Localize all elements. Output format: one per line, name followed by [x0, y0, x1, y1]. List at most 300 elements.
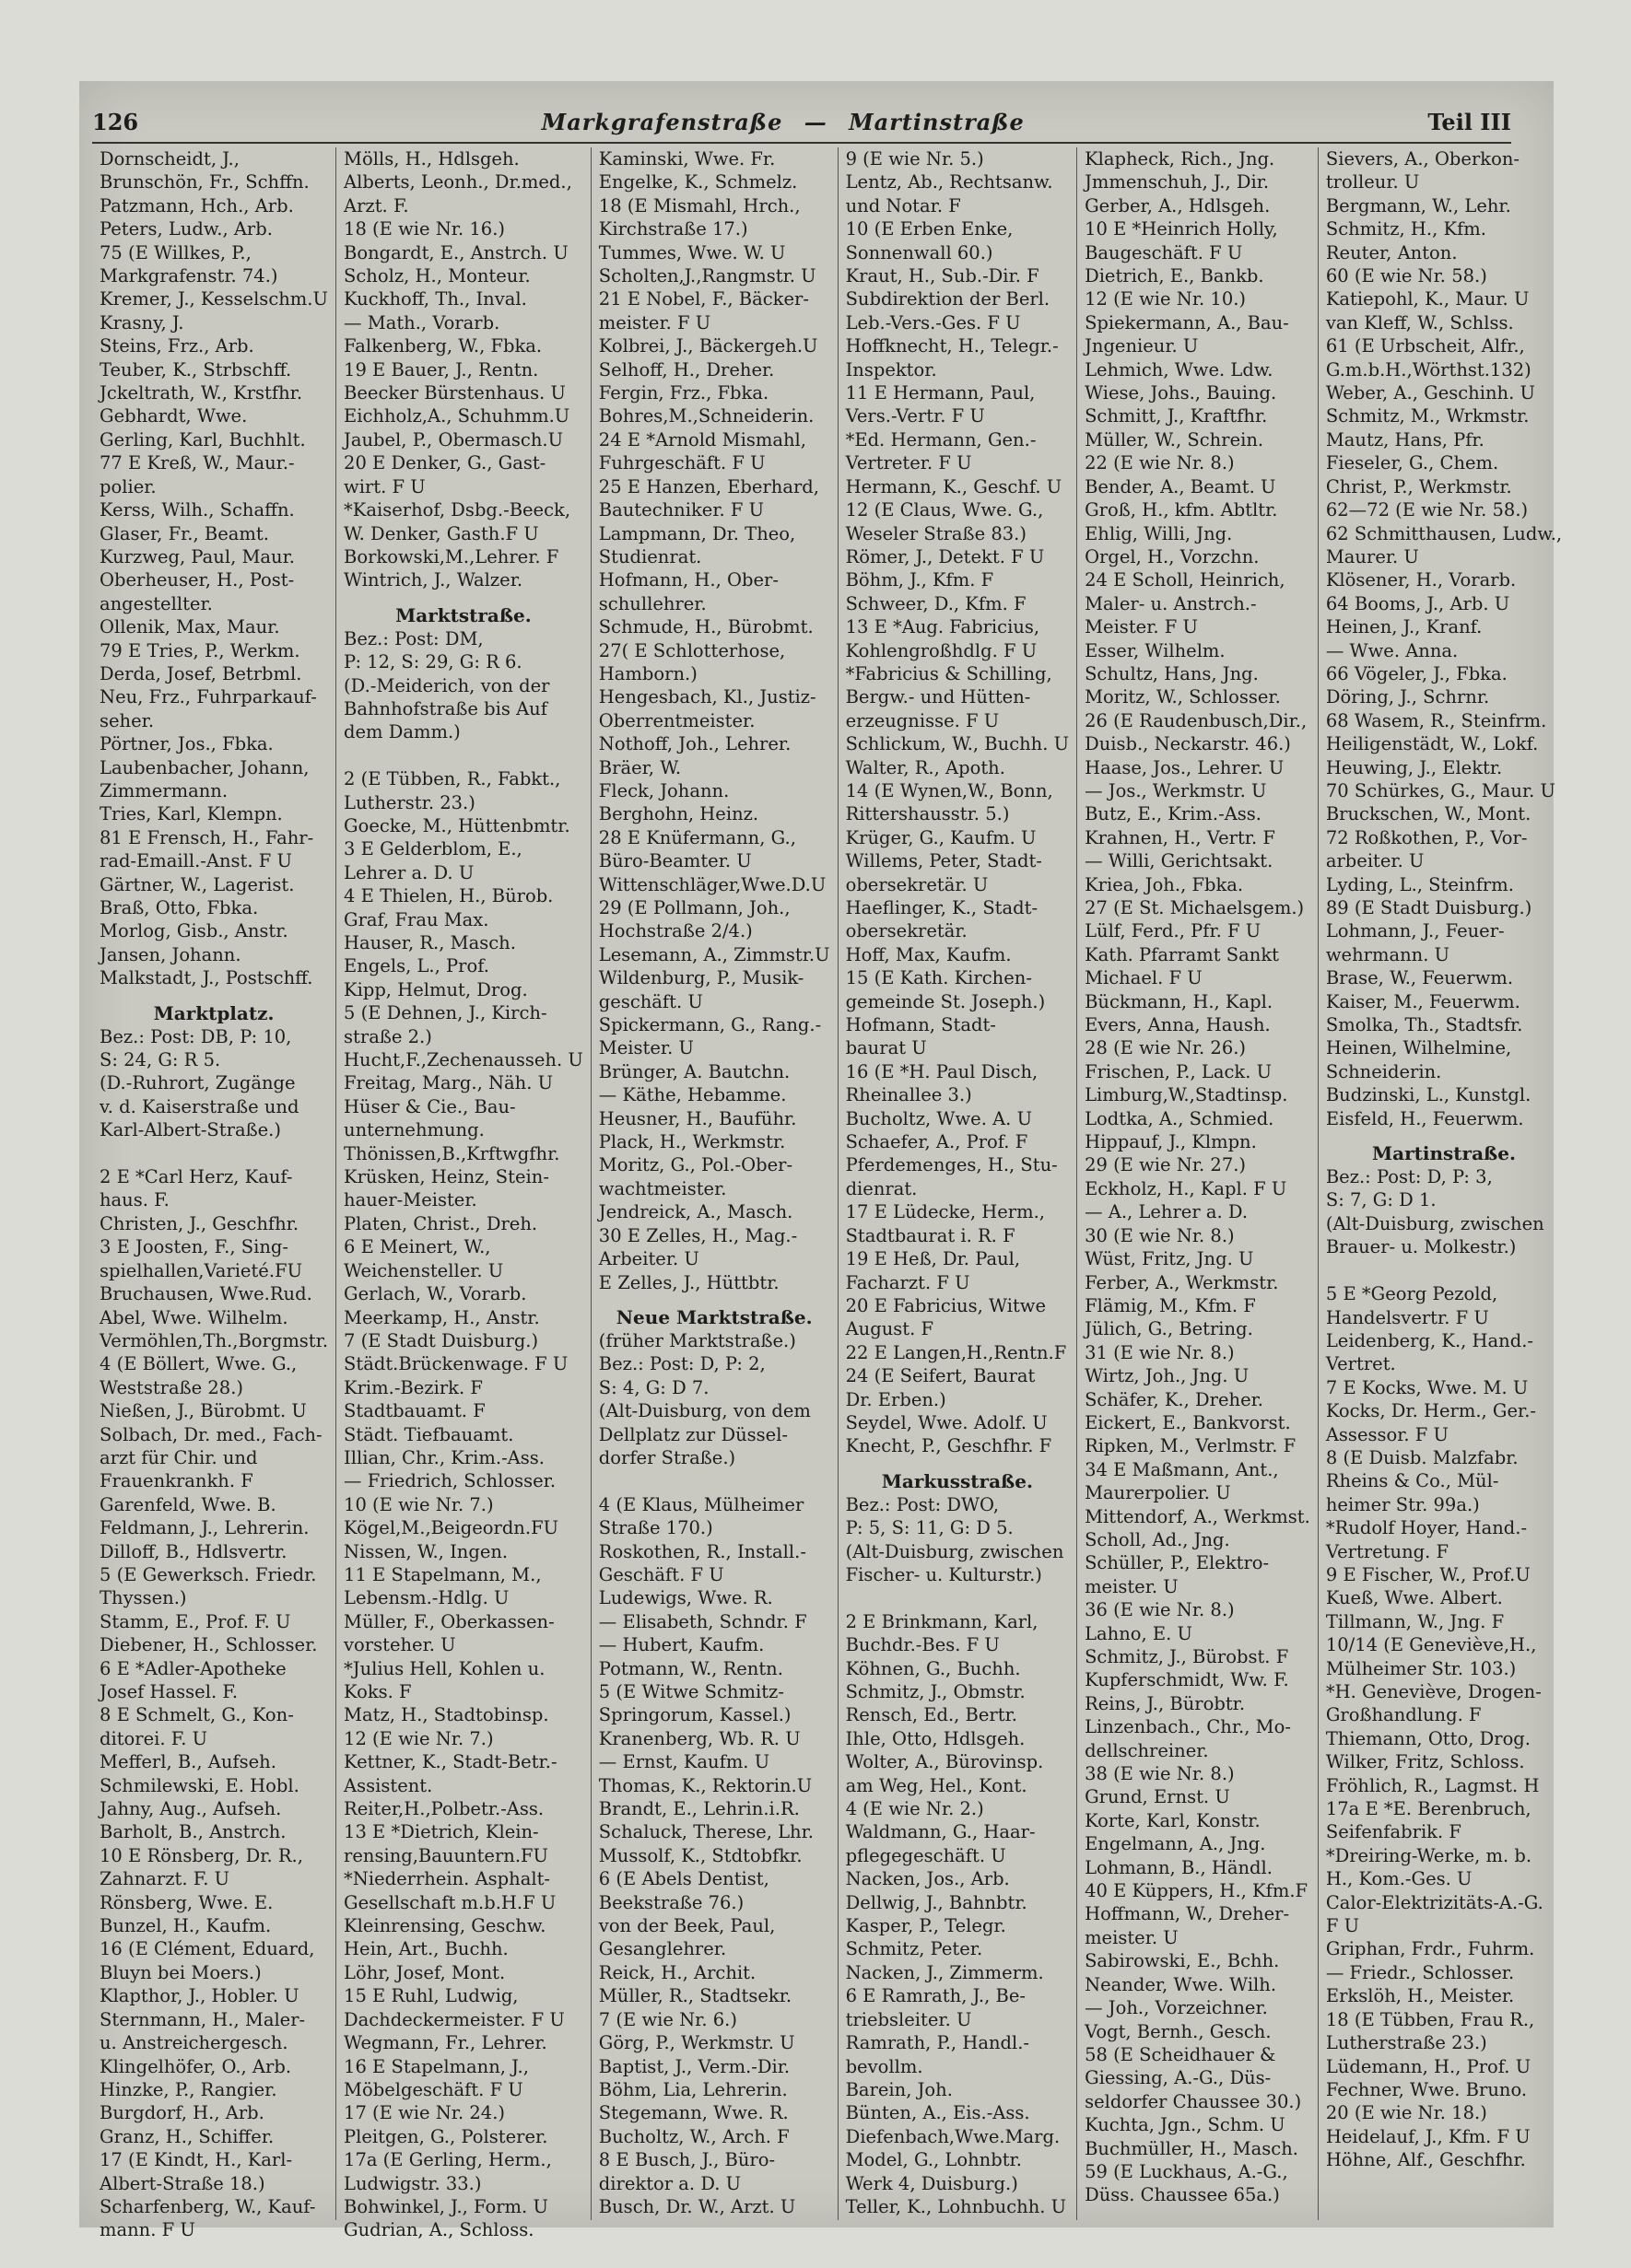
directory-entry-line: Kranenberg, Wb. R. U — [598, 1727, 801, 1749]
directory-entry-line: Frischen, P., Lack. U — [1085, 1060, 1273, 1082]
directory-entry-line: 30 (E wie Nr. 8.) — [1085, 1224, 1235, 1246]
directory-entry-line: Heiligenstädt, W., Lokf. — [1325, 733, 1539, 755]
directory-entry-line: 13 E *Dietrich, Klein- — [344, 1821, 539, 1843]
directory-entry-line: 19 E Heß, Dr. Paul, — [845, 1248, 1021, 1270]
directory-entry-line: Kuchta, Jgn., Schm. U — [1085, 2114, 1285, 2136]
directory-entry-line: Inspektor. — [845, 358, 937, 380]
directory-entry-line: Schüller, P., Elektro- — [1085, 1552, 1270, 1574]
directory-entry-line: Graf, Frau Max. — [344, 908, 489, 930]
directory-entry-line: 2 (E Tübben, R., Fabkt., — [344, 768, 561, 790]
directory-entry-line: Selhoff, H., Dreher. — [598, 358, 775, 380]
directory-entry-line: Kaiser, M., Feuerwm. — [1325, 990, 1520, 1012]
directory-entry-line: Fischer- u. Kulturstr.) — [845, 1563, 1042, 1585]
directory-entry-line: Zimmermann. — [100, 779, 229, 801]
directory-entry-line — [846, 1586, 1069, 1609]
directory-entry-line: Kueß, Wwe. Albert. — [1325, 1587, 1503, 1609]
directory-entry-line: Moritz, G., Pol.-Ober- — [598, 1154, 793, 1176]
directory-entry-line: 5 (E Dehnen, J., Kirch- — [344, 1002, 547, 1024]
directory-entry-line: Tummes, Wwe. W. U — [598, 241, 786, 263]
directory-entry-line: Nissen, W., Ingen. — [344, 1540, 509, 1562]
directory-entry-line: Sternmann, H., Maler- — [100, 2008, 306, 2030]
directory-entry-line: Meister. U — [598, 1037, 694, 1059]
directory-entry-line: Städt. Tiefbauamt. — [344, 1423, 514, 1445]
directory-entry-line: Brunschön, Fr., Schffn. — [100, 171, 310, 193]
directory-entry-line: Schmitz, J., Bürobst. F — [1085, 1646, 1289, 1667]
directory-entry-line: E Zelles, J., Hüttbtr. — [598, 1271, 780, 1293]
directory-entry-line: Köhnen, G., Buchh. — [845, 1657, 1021, 1679]
directory-entry-line: (D.-Meiderich, von der — [344, 674, 550, 696]
directory-entry-line: Dr. Erben.) — [845, 1388, 946, 1410]
directory-entry-line: 62—72 (E wie Nr. 58.) — [1325, 499, 1529, 521]
directory-entry-line: 89 (E Stadt Duisburg.) — [1325, 897, 1532, 918]
directory-entry-line: wehrmann. U — [1325, 943, 1450, 965]
directory-entry-line: 25 E Hanzen, Eberhard, — [598, 475, 819, 497]
directory-entry-line: Orgel, H., Vorzchn. — [1085, 545, 1260, 567]
directory-entry-line: Ludwigstr. 33.) — [344, 2172, 482, 2194]
directory-entry-line: 20 (E wie Nr. 18.) — [1325, 2102, 1487, 2124]
directory-entry-line: Lülf, Ferd., Pfr. F U — [1085, 920, 1261, 942]
directory-entry-line: Plack, H., Werkmstr. — [598, 1131, 786, 1153]
directory-entry-line: Hoffknecht, H., Telegr.- — [845, 335, 1059, 357]
directory-entry-line: — Hubert, Kaufm. — [598, 1634, 765, 1656]
directory-entry-line: Stadtbaurat i. R. F — [845, 1224, 1015, 1246]
directory-entry-line: Bongardt, E., Anstrch. U — [344, 241, 569, 263]
directory-entry-line: (D.-Ruhrort, Zugänge — [100, 1072, 296, 1094]
directory-entry-line: Lampmann, Dr. Theo, — [598, 522, 796, 544]
directory-entry-line: bevollm. — [845, 2055, 923, 2077]
directory-column — [592, 147, 839, 2220]
directory-entry-line: Handelsvertr. F U — [1325, 1306, 1489, 1328]
directory-entry-line: Hamborn.) — [598, 662, 698, 684]
directory-entry-line: Albert-Straße 18.) — [100, 2172, 265, 2194]
directory-entry-line: 30 E Zelles, H., Mag.- — [598, 1224, 798, 1246]
directory-entry-line: Schmude, H., Bürobmt. — [598, 616, 814, 638]
directory-entry-line: — Math., Vorarb. — [344, 311, 500, 333]
directory-entry-line: Dornscheidt, J., — [100, 148, 240, 170]
directory-entry-line: von der Beek, Paul, — [598, 1915, 776, 1937]
directory-entry-line: Vertret. — [1325, 1353, 1396, 1375]
directory-entry-line: Bez.: Post: DWO, — [845, 1493, 1000, 1515]
directory-entry-line: *H. Geneviève, Drogen- — [1325, 1681, 1542, 1702]
directory-entry-line: P: 5, S: 11, G: D 5. — [845, 1517, 1014, 1539]
street-heading: Martinstraße. — [1372, 1142, 1516, 1165]
directory-entry-line: 40 E Küppers, H., Kfm.F — [1085, 1880, 1308, 1902]
directory-entry-line: Bez.: Post: DM, — [344, 627, 484, 649]
directory-entry-line: Fuhrgeschäft. F U — [598, 452, 766, 474]
directory-entry-line: Schmitt, J., Kraftfhr. — [1085, 405, 1268, 427]
street-heading: Marktplatz. — [153, 1001, 275, 1024]
directory-entry-line: — A., Lehrer a. D. — [1085, 1201, 1249, 1223]
directory-entry-line: Löhr, Josef, Mont. — [344, 1961, 506, 1983]
directory-entry-line: Busch, Dr. W., Arzt. U — [598, 2195, 796, 2217]
directory-entry-line: Maler- u. Anstrch.- — [1085, 592, 1257, 614]
directory-entry-line: S: 24, G: R 5. — [100, 1049, 221, 1071]
directory-entry-line: — Ernst, Kaufm. U — [598, 1751, 770, 1773]
directory-entry-line: Meerkamp, H., Anstr. — [344, 1306, 540, 1328]
directory-entry-line: *Niederrhein. Asphalt- — [344, 1868, 550, 1890]
directory-entry-line: — Elisabeth, Schndr. F — [598, 1610, 807, 1632]
directory-entry-line: Bez.: Post: D, P: 3, — [1325, 1166, 1493, 1188]
directory-entry-line: (Alt-Duisburg, von dem — [598, 1400, 811, 1422]
directory-entry-line: Grund, Ernst. U — [1085, 1786, 1230, 1808]
directory-entry-line: pflegegeschäft. U — [845, 1844, 1006, 1866]
directory-entry-line: Mölls, H., Hdlsgeh. — [344, 148, 520, 170]
street-heading: Neue Marktstraße. — [616, 1305, 813, 1328]
directory-entry-line: Weststraße 28.) — [100, 1376, 244, 1398]
directory-entry-line: arbeiter. U — [1325, 850, 1425, 872]
directory-entry-line: Heusner, H., Bauführ. — [598, 1107, 797, 1129]
directory-entry-line: Knecht, P., Geschfhr. F — [845, 1435, 1052, 1457]
directory-entry-line: 22 E Langen,H.,Rentn.F — [845, 1341, 1067, 1363]
directory-entry-line: Rensch, Ed., Bertr. — [845, 1704, 1017, 1726]
directory-entry-line: Maurerpolier. U — [1085, 1482, 1231, 1504]
directory-entry-line: angestellter. — [100, 592, 213, 614]
directory-entry-line: meister. U — [1085, 1926, 1179, 1948]
directory-entry-line: Kerss, Wilh., Schaffn. — [100, 499, 295, 521]
directory-column — [336, 147, 592, 2241]
directory-entry-line: meister. U — [1085, 1575, 1179, 1597]
directory-entry-line: Engelke, K., Schmelz. — [598, 171, 798, 193]
directory-entry-line: spielhallen,Varieté.FU — [100, 1259, 303, 1281]
directory-entry-line: 17 (E wie Nr. 24.) — [344, 2102, 506, 2124]
directory-entry-line: Römer, J., Detekt. F U — [845, 545, 1045, 567]
directory-entry-line: Kögel,M.,Beigeordn.FU — [344, 1517, 559, 1539]
directory-entry-line: Hinzke, P., Rangier. — [100, 2078, 277, 2100]
directory-entry-line: Kettner, K., Stadt-Betr.- — [344, 1751, 557, 1773]
directory-entry-line: Gärtner, W., Lagerist. — [100, 873, 295, 895]
directory-entry-line: seher. — [100, 709, 155, 731]
directory-entry-line: 7 E Kocks, Wwe. M. U — [1325, 1376, 1529, 1398]
directory-entry-line: Kath. Pfarramt Sankt — [1085, 943, 1280, 965]
directory-entry-line: P: 12, S: 29, G: R 6. — [344, 651, 522, 673]
directory-entry-line: Freitag, Marg., Näh. U — [344, 1072, 554, 1094]
directory-entry-line: Zahnarzt. F. U — [100, 1868, 230, 1890]
directory-entry-line: Bräer, W. — [598, 756, 682, 778]
directory-entry-line: — Käthe, Hebamme. — [598, 1084, 787, 1106]
directory-entry-line: Kohlengroßhdlg. F U — [845, 639, 1038, 661]
directory-entry-line: vorsteher. U — [344, 1634, 456, 1656]
directory-entry-line: schullehrer. — [598, 592, 707, 614]
directory-entry-line: Hucht,F.,Zechenausseh. U — [344, 1049, 583, 1071]
directory-entry-line: Malkstadt, J., Postschff. — [100, 967, 313, 989]
directory-entry-line: Engelmann, A., Jng. — [1085, 1833, 1266, 1855]
directory-entry-line: Seydel, Wwe. Adolf. U — [845, 1411, 1048, 1433]
directory-entry-line: Eickert, E., Bankvorst. — [1085, 1411, 1291, 1433]
directory-entry-line: Mussolf, K., Stdtobfkr. — [598, 1844, 803, 1866]
directory-entry-line: Bautechniker. F U — [598, 499, 765, 521]
directory-entry-line: 66 Vögeler, J., Fbka. — [1325, 662, 1508, 684]
directory-entry-line: Derda, Josef, Betrbml. — [100, 662, 302, 684]
directory-entry-line: (früher Marktstraße.) — [598, 1329, 796, 1351]
directory-entry-line: 64 Booms, J., Arb. U — [1325, 592, 1510, 614]
directory-entry-line: 11 E Hermann, Paul, — [845, 382, 1036, 404]
directory-entry-line: Geschäft. F U — [598, 1563, 724, 1585]
directory-entry-line: 15 (E Kath. Kirchen- — [845, 967, 1032, 989]
directory-entry-line: 18 (E wie Nr. 16.) — [344, 218, 506, 240]
directory-entry-line: Fechner, Wwe. Bruno. — [1325, 2078, 1528, 2100]
running-title-separator: — — [804, 108, 827, 135]
directory-entry-line: Kolbrei, J., Bäckergeh.U — [598, 335, 818, 357]
directory-entry-line: Dilloff, B., Hdlsvertr. — [100, 1540, 287, 1562]
directory-entry-line: obersekretär. U — [845, 873, 989, 895]
directory-entry-line: Weber, A., Geschinh. U — [1325, 382, 1535, 404]
directory-entry-line: direktor a. D. U — [598, 2172, 742, 2194]
directory-entry-line: Schweer, D., Kfm. F — [845, 592, 1027, 614]
directory-entry-line: 5 E *Georg Pezold, — [1325, 1283, 1498, 1305]
directory-entry-line: Gerlach, W., Vorarb. — [344, 1283, 527, 1305]
directory-entry-line: Ehlig, Willi, Jng. — [1085, 522, 1233, 544]
directory-entry-line: Schlickum, W., Buchh. U — [845, 733, 1070, 755]
directory-entry-line: Tillmann, W., Jng. F — [1325, 1610, 1505, 1632]
directory-entry-line: hauer-Meister. — [344, 1189, 477, 1211]
directory-entry-line: 16 E Stapelmann, J., — [344, 2055, 529, 2077]
directory-entry-line: Klapheck, Rich., Jng. — [1085, 148, 1275, 170]
directory-entry-line: Straße 170.) — [598, 1517, 713, 1539]
page-number: 126 — [92, 108, 139, 135]
directory-entry-line: Gesanglehrer. — [598, 1938, 727, 1960]
part-label: Teil III — [1427, 108, 1511, 135]
directory-entry-line: Jckeltrath, W., Krstfhr. — [100, 382, 303, 404]
directory-entry-line: Vertretung. F — [1325, 1540, 1449, 1562]
directory-entry-line: meister. F U — [598, 311, 711, 333]
directory-entry-line: 31 (E wie Nr. 8.) — [1085, 1341, 1235, 1363]
directory-entry-line: 19 E Bauer, J., Rentn. — [344, 358, 539, 380]
directory-entry-line: Hofmann, H., Ober- — [598, 569, 779, 591]
directory-entry-line: dellschreiner. — [1085, 1739, 1209, 1761]
directory-entry-line: Ramrath, P., Handl.- — [845, 2032, 1030, 2054]
directory-entry-line: 17a E *E. Berenbruch, — [1325, 1798, 1531, 1820]
directory-entry-line: Lyding, L., Steinfrm. — [1325, 873, 1514, 895]
directory-entry-line: Leb.-Vers.-Ges. F U — [845, 311, 1021, 333]
directory-entry-line: obersekretär. — [845, 920, 968, 942]
directory-entry-line: Jansen, Johann. — [100, 943, 241, 965]
directory-entry-line: Facharzt. F U — [845, 1271, 970, 1293]
directory-entry-line: Waldmann, G., Haar- — [845, 1821, 1036, 1843]
directory-entry-line: Kocks, Dr. Herm., Ger.- — [1325, 1400, 1537, 1422]
directory-entry-line: 4 (E wie Nr. 2.) — [845, 1798, 984, 1820]
directory-entry-line: Morlog, Gisb., Anstr. — [100, 920, 288, 942]
directory-entry-line: Willems, Peter, Stadt- — [845, 850, 1042, 872]
directory-entry-line: Calor-Elektrizitäts-A.-G. — [1325, 1891, 1543, 1913]
directory-entry-line: Hippauf, J., Klmpn. — [1085, 1131, 1257, 1153]
directory-entry-line: 5 (E Gewerksch. Friedr. — [100, 1563, 317, 1585]
directory-entry-line: 4 (E Böllert, Wwe. G., — [100, 1353, 298, 1375]
directory-entry-line: Brase, W., Feuerwm. — [1325, 967, 1514, 989]
directory-entry-line: — Friedr., Schlosser. — [1325, 1961, 1515, 1983]
directory-entry-line: Lüdemann, H., Prof. U — [1325, 2055, 1531, 2077]
directory-entry-line: Bergmann, W., Lehr. — [1325, 194, 1511, 216]
directory-entry-line: Engels, L., Prof. — [344, 955, 489, 977]
directory-entry-line: 17 E Lüdecke, Herm., — [845, 1201, 1045, 1223]
directory-entry-line: Reick, H., Archit. — [598, 1961, 757, 1983]
directory-entry-line: Mefferl, B., Aufseh. — [100, 1751, 276, 1773]
directory-entry-line: Teller, K., Lohnbuchh. U — [845, 2195, 1067, 2217]
directory-entry-line: 77 E Kreß, W., Maur.- — [100, 452, 295, 474]
directory-entry-line: Thyssen.) — [100, 1587, 187, 1609]
running-title-left: Markgrafenstraße — [541, 108, 783, 135]
directory-entry-line: Klösener, H., Vorarb. — [1325, 569, 1517, 591]
directory-entry-line: 24 E *Arnold Mismahl, — [598, 428, 806, 450]
directory-entry-line: *Ed. Hermann, Gen.- — [845, 428, 1037, 450]
directory-entry-line: Griphan, Frdr., Fuhrm. — [1325, 1938, 1535, 1960]
directory-entry-line: Kurzweg, Paul, Maur. — [100, 545, 295, 567]
directory-entry-line: Bucholtz, W., Arch. F — [598, 2125, 790, 2147]
directory-entry-line: Böhm, Lia, Lehrerin. — [598, 2078, 788, 2100]
directory-entry-line: Hermann, K., Geschf. U — [845, 475, 1062, 497]
directory-entry-line: Ludewigs, Wwe. R. — [598, 1587, 773, 1609]
directory-entry-line: Platen, Christ., Dreh. — [344, 1212, 538, 1234]
directory-entry-line: Pleitgen, G., Polsterer. — [344, 2125, 548, 2147]
directory-entry-line: 34 E Maßmann, Ant., — [1085, 1458, 1279, 1480]
directory-entry-line: Stamm, E., Prof. F. U — [100, 1610, 291, 1632]
directory-entry-line: Wintrich, J., Walzer. — [344, 569, 523, 591]
directory-entry-line: Feldmann, J., Lehrerin. — [100, 1517, 310, 1539]
page-header — [92, 101, 1511, 144]
directory-entry-line: Christen, J., Geschfhr. — [100, 1212, 299, 1234]
directory-entry-line: dem Damm.) — [344, 721, 461, 743]
directory-entry-line: Jahny, Aug., Aufseh. — [100, 1798, 282, 1820]
directory-entry-line: Büro-Beamter. U — [598, 850, 752, 872]
directory-entry-line: Garenfeld, Wwe. B. — [100, 1493, 276, 1515]
directory-entry-line: rensing,Bauuntern.FU — [344, 1844, 548, 1866]
directory-entry-line: Bruckschen, W., Mont. — [1325, 803, 1531, 825]
directory-entry-line: van Kleff, W., Schlss. — [1325, 311, 1514, 333]
directory-entry-line: 20 E Denker, G., Gast- — [344, 452, 546, 474]
directory-entry-line: Bohwinkel, J., Form. U — [344, 2195, 548, 2217]
directory-entry-line: Koks. F — [344, 1681, 412, 1702]
directory-entry-line: Ihle, Otto, Hdlsgeh. — [845, 1727, 1026, 1749]
directory-entry-line: Gesellschaft m.b.H.F U — [344, 1891, 557, 1913]
directory-entry-line: Baptist, J., Verm.-Dir. — [598, 2055, 791, 2077]
directory-entry-line: Kupferschmidt, Ww. F. — [1085, 1669, 1289, 1691]
directory-entry-line: Lehmich, Wwe. Ldw. — [1085, 358, 1273, 380]
directory-entry-line: Bender, A., Beamt. U — [1085, 475, 1276, 497]
directory-entry-line: Höhne, Alf., Geschfhr. — [1325, 2149, 1526, 2171]
directory-entry-line: 61 (E Urbscheit, Alfr., — [1325, 335, 1525, 357]
directory-entry-line: Frauenkrankh. F — [100, 1470, 253, 1492]
directory-entry-line: 7 (E Stadt Duisburg.) — [344, 1329, 539, 1351]
directory-entry-line: 28 E Knüfermann, G., — [598, 826, 796, 848]
directory-entry-line: 14 (E Wynen,W., Bonn, — [845, 779, 1053, 801]
directory-entry-line: Glaser, Fr., Beamt. — [100, 522, 269, 544]
directory-entry-line: 2 E *Carl Herz, Kauf- — [100, 1166, 293, 1188]
directory-entry-line: 27 (E St. Michaelsgem.) — [1085, 897, 1305, 918]
directory-entry-line: Smolka, Th., Stadtsfr. — [1325, 1014, 1523, 1036]
directory-entry-line: 6 E Ramrath, J., Be- — [845, 1985, 1026, 2007]
directory-entry-line: 10/14 (E Geneviève,H., — [1325, 1634, 1537, 1656]
directory-entry-line: Haase, Jos., Lehrer. U — [1085, 756, 1285, 778]
directory-entry-line: Hoffmann, W., Dreher- — [1085, 1903, 1290, 1925]
directory-entry-line: Evers, Anna, Haush. — [1085, 1014, 1271, 1036]
directory-entry-line: Kirchstraße 17.) — [598, 218, 748, 240]
directory-entry-line: Wilker, Fritz, Schloss. — [1325, 1751, 1525, 1773]
directory-entry-line: Böhm, J., Kfm. F — [845, 569, 994, 591]
directory-entry-line: Schmitz, J., Obmstr. — [845, 1681, 1026, 1702]
directory-entry-line: Laubenbacher, Johann, — [100, 756, 310, 778]
directory-entry-line: Müller, F., Oberkassen- — [344, 1610, 555, 1632]
directory-entry-line: H., Kom.-Ges. U — [1325, 1868, 1473, 1890]
directory-entry-line: Neander, Wwe. Wilh. — [1085, 1973, 1277, 1995]
directory-entry-line: 12 (E wie Nr. 10.) — [1085, 288, 1247, 310]
directory-entry-line: Gerling, Karl, Buchhlt. — [100, 428, 306, 450]
directory-entry-line: 21 E Nobel, F., Bäcker- — [598, 288, 809, 310]
directory-entry-line: 38 (E wie Nr. 8.) — [1085, 1763, 1235, 1785]
directory-entry-line: 15 E Ruhl, Ludwig, — [344, 1985, 519, 2007]
directory-entry-line: 10 E Rönsberg, Dr. R., — [100, 1844, 303, 1866]
directory-entry-line: 8 (E Duisb. Malzfabr. — [1325, 1446, 1519, 1468]
directory-entry-line: 20 E Fabricius, Witwe — [845, 1294, 1047, 1316]
directory-entry-line: 4 E Thielen, H., Bürob. — [344, 885, 554, 907]
directory-entry-line: Teuber, K., Strbschff. — [100, 358, 292, 380]
directory-entry-line: Arbeiter. U — [598, 1248, 699, 1270]
directory-entry-line: Scholz, H., Monteur. — [344, 265, 531, 287]
directory-entry-line: Hüser & Cie., Bau- — [344, 1095, 516, 1117]
directory-entry-line: 58 (E Scheidhauer & — [1085, 2043, 1276, 2065]
directory-entry-line: Ferber, A., Werkmstr. — [1085, 1271, 1279, 1293]
directory-entry-line: Kremer, J., Kesselschm.U — [100, 288, 328, 310]
directory-entry-line: Dellplatz zur Düssel- — [598, 1423, 789, 1445]
directory-column — [1319, 147, 1569, 2220]
directory-entry-line: Sievers, A., Oberkon- — [1325, 148, 1520, 170]
directory-entry-line: Heinen, J., Kranf. — [1325, 616, 1483, 638]
directory-entry-line: — Willi, Gerichtsakt. — [1085, 850, 1273, 872]
directory-entry-line: erzeugnisse. F U — [845, 709, 1000, 731]
directory-entry-line: Eichholz,A., Schuhmm.U — [344, 405, 570, 427]
directory-entry-line: Hoff, Max, Kaufm. — [845, 943, 1012, 965]
directory-entry-line: Hofmann, Stadt- — [845, 1014, 996, 1036]
directory-entry-line: Sabirowski, E., Bchh. — [1085, 1950, 1280, 1972]
directory-entry-line: Matz, H., Stadtobinsp. — [344, 1704, 549, 1726]
street-heading: Marktstraße. — [395, 603, 532, 626]
directory-entry-line: Spickermann, G., Rang.- — [598, 1014, 822, 1036]
directory-entry-line: Städt.Brückenwage. F U — [344, 1353, 569, 1375]
directory-entry-line: August. F — [845, 1318, 934, 1340]
directory-entry-line: Bez.: Post: D, P: 2, — [598, 1353, 766, 1375]
directory-entry-line: Nacken, Jos., Arb. — [845, 1868, 1010, 1890]
directory-entry-line: Patzmann, Hch., Arb. — [100, 194, 294, 216]
directory-entry-line: gemeinde St. Joseph.) — [845, 990, 1046, 1012]
directory-entry-line: Vers.-Vertr. F U — [845, 405, 985, 427]
directory-entry-line: v. d. Kaiserstraße und — [100, 1095, 299, 1117]
directory-entry-line: Lutherstr. 23.) — [344, 791, 475, 813]
directory-entry-line: Ollenik, Max, Maur. — [100, 616, 280, 638]
directory-entry-line: Stegemann, Wwe. R. — [598, 2102, 789, 2124]
directory-entry-line: Springorum, Kassel.) — [598, 1704, 792, 1726]
directory-entry-line: Groß, H., kfm. Abtltr. — [1085, 499, 1278, 521]
directory-entry-line: 13 E *Aug. Fabricius, — [845, 616, 1040, 638]
directory-entry-line: Wildenburg, P., Musik- — [598, 967, 804, 989]
directory-entry-line: Barein, Joh. — [845, 2078, 953, 2100]
directory-entry-line: Möbelgeschäft. F U — [344, 2078, 523, 2100]
directory-entry-line: Döring, J., Schrnr. — [1325, 686, 1490, 708]
directory-entry-line: Fröhlich, R., Lagmst. H — [1325, 1774, 1540, 1796]
directory-entry-line: Abel, Wwe. Wilhelm. — [100, 1306, 288, 1328]
directory-entry-line: S: 7, G: D 1. — [1325, 1189, 1437, 1211]
directory-entry-line: Bucholtz, Wwe. A. U — [845, 1107, 1033, 1129]
directory-entry-line: (Alt-Duisburg, zwischen — [845, 1540, 1064, 1562]
directory-entry-line: Weseler Straße 83.) — [845, 522, 1027, 544]
directory-entry-line: — Jos., Werkmstr. U — [1085, 779, 1267, 801]
directory-entry-line: Neu, Frz., Fuhrparkauf- — [100, 686, 317, 708]
directory-entry-line: Schmilewski, E. Hobl. — [100, 1774, 299, 1796]
directory-entry-line: Lutherstraße 23.) — [1325, 2032, 1487, 2054]
directory-entry-line: Assessor. F U — [1325, 1423, 1449, 1445]
directory-entry-line: 72 Roßkothen, P., Vor- — [1325, 826, 1528, 848]
directory-entry-line: dienrat. — [845, 1177, 918, 1199]
directory-entry-line: Bünten, A., Eis.-Ass. — [845, 2102, 1030, 2124]
directory-entry-line: wachtmeister. — [598, 1177, 727, 1199]
directory-entry-line: Bez.: Post: DB, P: 10, — [100, 1025, 292, 1047]
